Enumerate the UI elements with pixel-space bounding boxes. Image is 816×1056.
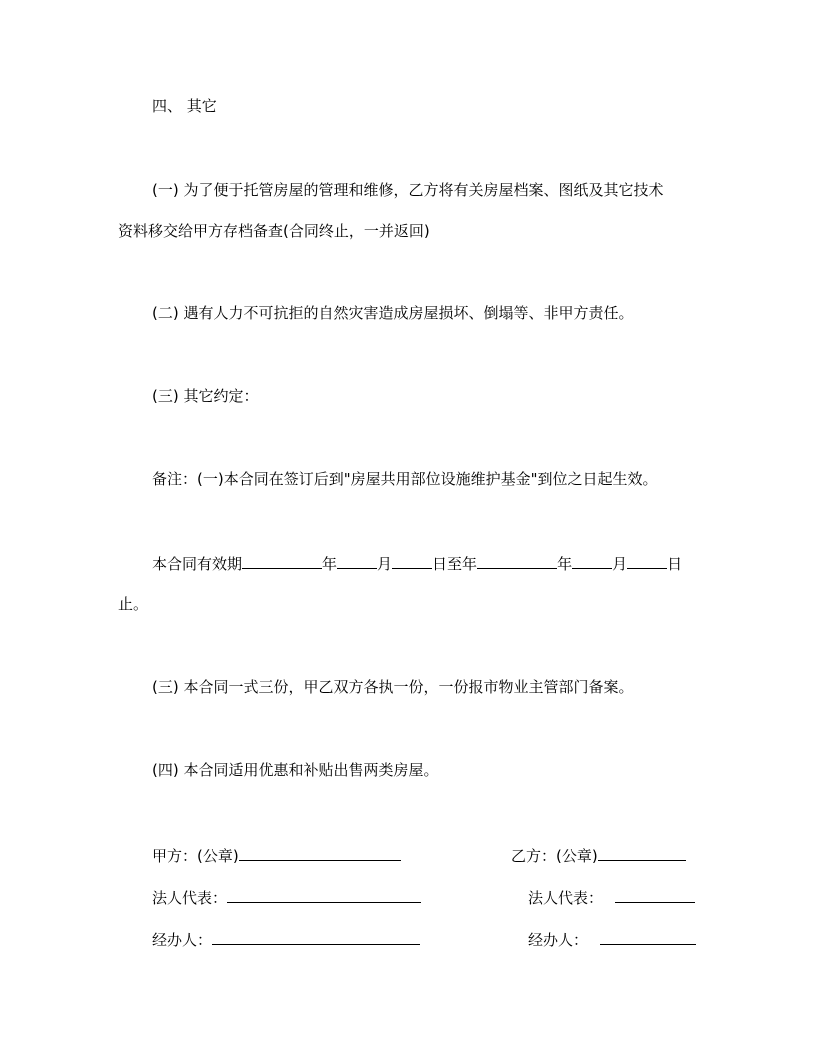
year-label-1: 年 (322, 555, 338, 573)
blank-start-day[interactable] (392, 552, 432, 569)
legal-rep-a-line (152, 886, 421, 908)
note-1: 备注：(一)本合同在签订后到"房屋共用部位设施维护基金"到位之日起生效。 (152, 470, 658, 488)
agent-a-blank[interactable] (212, 928, 420, 945)
blank-end-day[interactable] (627, 552, 667, 569)
month-label-1: 月 (377, 555, 393, 573)
validity-prefix: 本合同有效期 (152, 555, 243, 573)
legal-rep-a-label: 法人代表： (152, 889, 228, 907)
party-a-seal-line (152, 844, 401, 866)
item-3: (三) 其它约定： (152, 387, 259, 405)
blank-end-year[interactable] (477, 552, 557, 569)
blank-end-month[interactable] (572, 552, 612, 569)
day-label-2: 日 (667, 555, 683, 573)
legal-rep-b-blank[interactable] (615, 886, 695, 903)
agent-a-line (152, 928, 420, 950)
blank-start-month[interactable] (337, 552, 377, 569)
year-label-2: 年 (557, 555, 573, 573)
party-b-seal-line (511, 844, 686, 866)
legal-rep-a-blank[interactable] (227, 886, 421, 903)
agent-b-label: 经办人： (528, 931, 589, 949)
party-a-blank[interactable] (239, 844, 401, 861)
party-b-label: 乙方：(公章) (511, 847, 598, 865)
agent-b-line (528, 928, 696, 950)
day-to-year-label: 日至年 (432, 555, 478, 573)
note-4: (四) 本合同适用优惠和补贴出售两类房屋。 (152, 761, 439, 779)
agent-b-blank[interactable] (600, 928, 696, 945)
legal-rep-b-label: 法人代表： (528, 889, 604, 907)
item-1-line-2: 资料移交给甲方存档备查(合同终止，一并返回) (118, 222, 430, 240)
agent-a-label: 经办人： (152, 931, 213, 949)
party-b-blank[interactable] (598, 844, 686, 861)
blank-start-year[interactable] (242, 552, 322, 569)
item-1-line-1: (一) 为了便于托管房屋的管理和维修，乙方将有关房屋档案、图纸及其它技术 (152, 181, 664, 199)
month-label-2: 月 (612, 555, 628, 573)
legal-rep-b-line (528, 886, 695, 908)
party-a-label: 甲方：(公章) (152, 847, 239, 865)
note-3: (三) 本合同一式三份，甲乙双方各执一份，一份报市物业主管部门备案。 (152, 678, 634, 696)
section-heading: 四、 其它 (152, 97, 217, 115)
validity-end: 止。 (118, 595, 149, 613)
item-2: (二) 遇有人力不可抗拒的自然灾害造成房屋损坏、倒塌等、非甲方责任。 (152, 304, 634, 322)
validity-period-line (152, 552, 682, 574)
